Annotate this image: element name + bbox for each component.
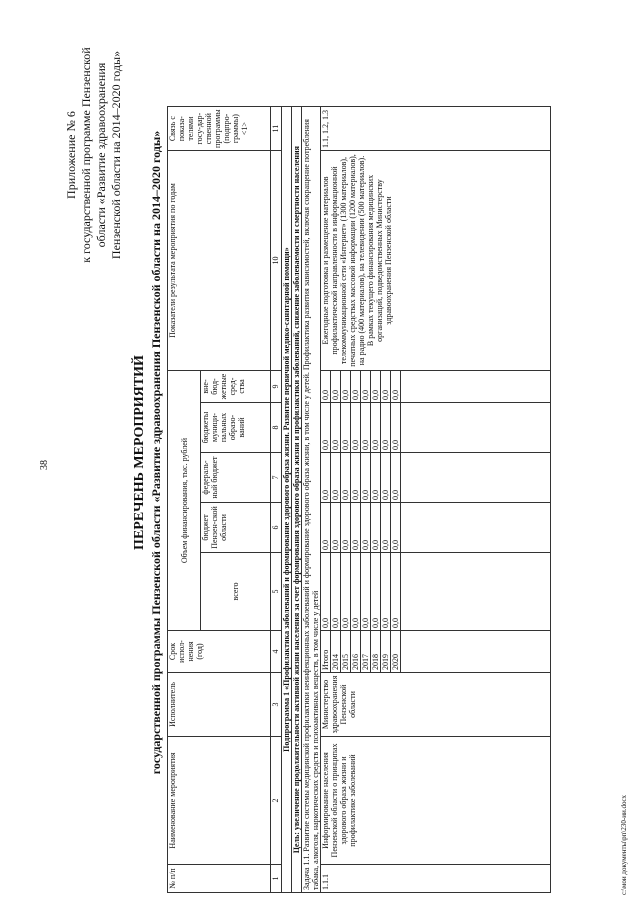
total-cell: 0,0 <box>381 553 391 631</box>
year-cell: 2015 <box>341 631 351 673</box>
offbudget-cell: 0,0 <box>361 371 371 403</box>
regional-cell: 0,0 <box>341 503 351 553</box>
year-cell: 2018 <box>371 631 381 673</box>
year-cell: 2016 <box>351 631 361 673</box>
regional-cell: 0,0 <box>381 503 391 553</box>
regional-cell: 0,0 <box>371 503 381 553</box>
regional-cell: 0,0 <box>331 503 341 553</box>
regional-cell: 0,0 <box>321 503 331 553</box>
column-numbers-row: 1 2 3 4 5 6 7 8 9 10 11 <box>271 107 282 893</box>
header-regional: бюджет Пензен-ской области <box>201 503 271 553</box>
offbudget-cell: 0,0 <box>331 371 341 403</box>
municipal-cell: 0,0 <box>361 403 371 453</box>
goal-row: Цель: увеличение продолжительности активной жизни населения за счет формирования здорового образа жизни и профилактики заболеваний, снижение заболеваемости и смертности населения <box>292 107 302 893</box>
offbudget-cell: 0,0 <box>391 371 401 403</box>
federal-cell: 0,0 <box>361 453 371 503</box>
item-executor: Министерство здравоохранения Пензенской области <box>321 673 551 737</box>
federal-cell: 0,0 <box>381 453 391 503</box>
offbudget-cell: 0,0 <box>381 371 391 403</box>
header-funding: Объем финансирования, тыс. рублей <box>168 371 201 631</box>
year-cell: 2019 <box>381 631 391 673</box>
regional-cell: 0,0 <box>351 503 361 553</box>
total-cell: 0,0 <box>371 553 381 631</box>
header-term: Срок испол-нения (год) <box>168 631 271 673</box>
header-num: № п/п <box>168 865 271 893</box>
offbudget-cell: 0,0 <box>351 371 361 403</box>
page-number: 38 <box>39 460 50 470</box>
municipal-cell: 0,0 <box>351 403 361 453</box>
header-link: Связь с показа-телями госу-дар-ственной программы (подпро-граммы) <1> <box>168 107 271 151</box>
total-cell: 0,0 <box>351 553 361 631</box>
header-total: всего <box>201 553 271 631</box>
municipal-cell: 0,0 <box>321 403 331 453</box>
header-offbudget: вне-бюд-жетные сред-ства <box>201 371 271 403</box>
offbudget-cell: 0,0 <box>341 371 351 403</box>
item-name: Информирование населения Пензенской области о принципах здорового образа жизни и профилактике заболеваний <box>321 737 551 865</box>
header-indicators: Показатели результата мероприятия по годам <box>168 151 271 371</box>
page-subtitle: государственной программы Пензенской области «Развитие здравоохранения Пензенской области на 2014–2020 годы» <box>149 130 163 775</box>
item-indicators: Ежегодные подготовка и размещение материалов профилактической направленности в информационной телекоммуникационной сети «Интернет» (1300 материалов), печатных средствах массовой информации (1200 материалов), на радио (400 материалов), на телевидении (500 материалов). В рамках текущего финансирования медицинских организаций, подведомственных Министерству здравоохранения Пензенской области <box>321 151 551 371</box>
municipal-cell: 0,0 <box>331 403 341 453</box>
offbudget-cell: 0,0 <box>321 371 331 403</box>
task-row: Задача 1.1. Развитие системы медицинской профилактики неинфекционных заболеваний и формирование здорового образа жизни, в том числе у детей. Профилактика развития зависимостей, включая сокращение потребления табака, алкоголя, наркотических средств и психоактивных веществ, в том числе у детей <box>302 107 321 893</box>
table-row <box>321 107 331 893</box>
total-cell: 0,0 <box>331 553 341 631</box>
total-cell: 0,0 <box>361 553 371 631</box>
header-municipal: бюджеты муници-пальных образо-ваний <box>201 403 271 453</box>
header-executor: Исполнитель <box>168 673 271 737</box>
total-cell: 0,0 <box>321 553 331 631</box>
federal-cell: 0,0 <box>341 453 351 503</box>
year-cell: Итого <box>321 631 331 673</box>
regional-cell: 0,0 <box>361 503 371 553</box>
municipal-cell: 0,0 <box>391 403 401 453</box>
federal-cell: 0,0 <box>351 453 361 503</box>
federal-cell: 0,0 <box>391 453 401 503</box>
federal-cell: 0,0 <box>321 453 331 503</box>
year-cell: 2017 <box>361 631 371 673</box>
file-path-footer: c:\мои документы\рп\230-ии.docx <box>620 794 628 895</box>
regional-cell: 0,0 <box>391 503 401 553</box>
offbudget-cell: 0,0 <box>371 371 381 403</box>
subprogram-row: Подпрограмма 1 «Профилактика заболеваний и формирование здорового образа жизни. Развитие первичной медико-санитарной помощи» <box>282 107 292 893</box>
appendix-note: Приложение № 6 к государственной программе Пензенской области «Развитие здравоохранения Пензенской области на 2014–2020 годы» <box>64 47 123 263</box>
total-cell: 0,0 <box>341 553 351 631</box>
federal-cell: 0,0 <box>331 453 341 503</box>
header-name: Наименование мероприятия <box>168 737 271 865</box>
activities-table <box>167 106 551 893</box>
municipal-cell: 0,0 <box>371 403 381 453</box>
item-link: 1.1, 1.2, 1.3 <box>321 107 551 151</box>
total-cell: 0,0 <box>391 553 401 631</box>
year-cell: 2014 <box>331 631 341 673</box>
header-federal: федераль-ный бюджет <box>201 453 271 503</box>
item-num: 1.1.1 <box>321 865 551 893</box>
federal-cell: 0,0 <box>371 453 381 503</box>
year-cell: 2020 <box>391 631 401 673</box>
municipal-cell: 0,0 <box>341 403 351 453</box>
municipal-cell: 0,0 <box>381 403 391 453</box>
page-title: ПЕРЕЧЕНЬ МЕРОПРИЯТИЙ <box>132 355 147 550</box>
